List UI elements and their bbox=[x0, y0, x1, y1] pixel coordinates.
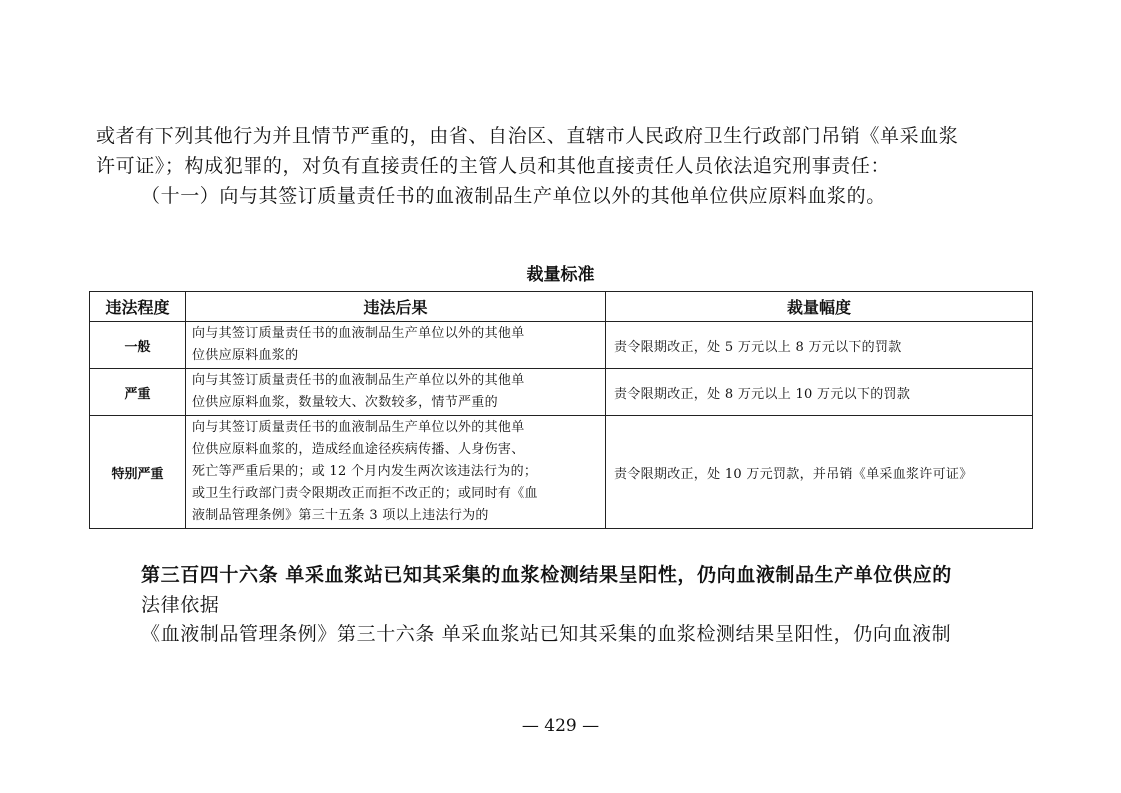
consequence-line: 位供应原料血浆的 bbox=[192, 348, 299, 363]
consequence-cell bbox=[186, 369, 606, 416]
legal-basis-label: 法律依据 bbox=[141, 594, 220, 616]
table-title: 裁量标准 bbox=[526, 265, 595, 285]
range-cell: 责令限期改正，处 8 万元以上 10 万元以下的罚款 bbox=[606, 369, 1033, 416]
header-range: 裁量幅度 bbox=[606, 292, 1033, 322]
consequence-line: 位供应原料血浆的，造成经血途径疾病传播、人身伤害、 bbox=[192, 442, 525, 457]
level-cell: 特别严重 bbox=[90, 416, 186, 529]
consequence-cell bbox=[186, 322, 606, 369]
level-cell: 一般 bbox=[90, 322, 186, 369]
table-row bbox=[90, 416, 1033, 529]
intro-line-2: 许可证》；构成犯罪的，对负有直接责任的主管人员和其他直接责任人员依法追究刑事责任： bbox=[96, 155, 891, 177]
intro-line-1: 或者有下列其他行为并且情节严重的，由省、自治区、直辖市人民政府卫生行政部门吊销《单采血浆 bbox=[96, 125, 959, 147]
consequence-line: 死亡等严重后果的；或 12 个月内发生两次该违法行为的； bbox=[192, 464, 538, 479]
page-number: — 429 — bbox=[521, 716, 600, 736]
consequence-cell bbox=[186, 416, 606, 529]
intro-item-11: （十一）向与其签订质量责任书的血液制品生产单位以外的其他单位供应原料血浆的。 bbox=[141, 185, 886, 207]
table-row bbox=[90, 369, 1033, 416]
consequence-line: 向与其签订质量责任书的血液制品生产单位以外的其他单 bbox=[192, 420, 525, 435]
legal-basis-text: 《血液制品管理条例》第三十六条 单采血浆站已知其采集的血浆检测结果呈阳性，仍向血液制 bbox=[141, 623, 952, 645]
header-level: 违法程度 bbox=[90, 292, 186, 322]
header-consequence: 违法后果 bbox=[186, 292, 606, 322]
consequence-line: 或卫生行政部门责令限期改正而拒不改正的；或同时有《血 bbox=[192, 486, 538, 501]
consequence-line: 向与其签订质量责任书的血液制品生产单位以外的其他单 bbox=[192, 326, 525, 341]
consequence-line: 向与其签订质量责任书的血液制品生产单位以外的其他单 bbox=[192, 373, 525, 388]
consequence-line: 液制品管理条例》第三十五条 3 项以上违法行为的 bbox=[192, 508, 489, 523]
range-cell: 责令限期改正，处 5 万元以上 8 万元以下的罚款 bbox=[606, 322, 1033, 369]
consequence-line: 位供应原料血浆，数量较大、次数较多，情节严重的 bbox=[192, 395, 498, 410]
article-heading: 第三百四十六条 单采血浆站已知其采集的血浆检测结果呈阳性，仍向血液制品生产单位供应的 bbox=[141, 564, 952, 586]
table-header-row bbox=[90, 292, 1033, 322]
range-cell: 责令限期改正，处 10 万元罚款，并吊销《单采血浆许可证》 bbox=[606, 416, 1033, 529]
table-row bbox=[90, 322, 1033, 369]
level-cell: 严重 bbox=[90, 369, 186, 416]
sanction-standard-table bbox=[89, 291, 1033, 529]
